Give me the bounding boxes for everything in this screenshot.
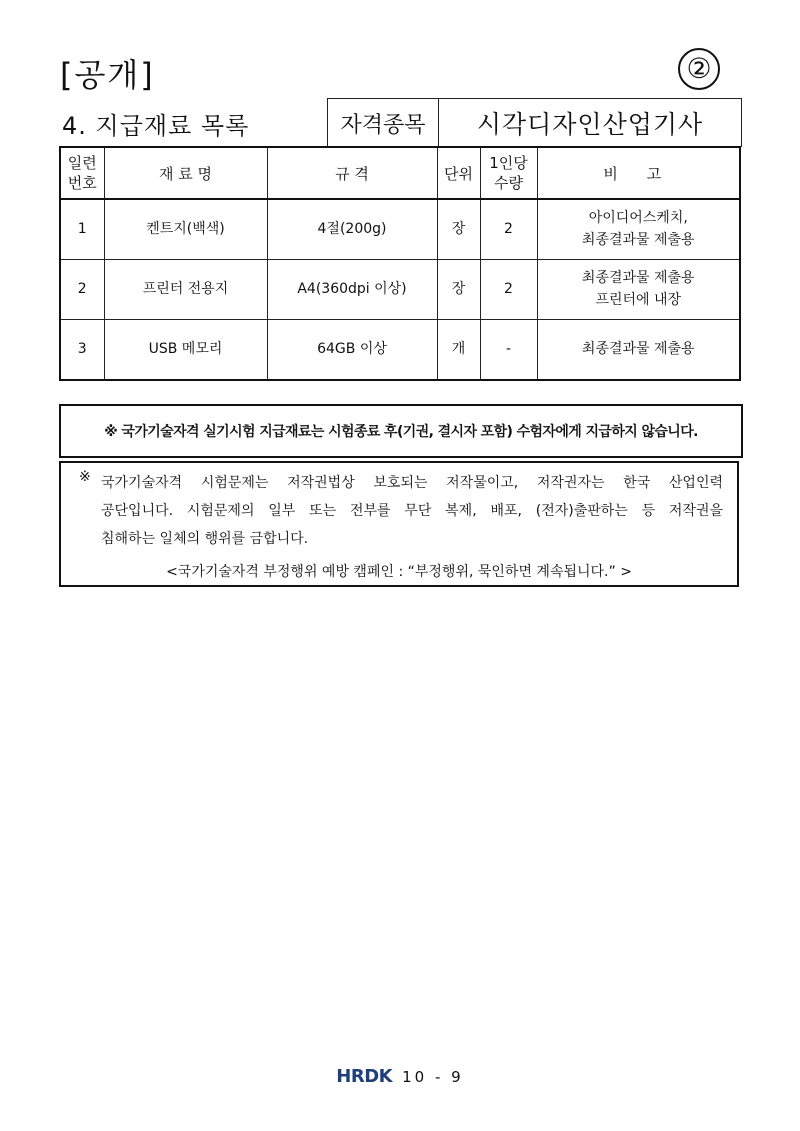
col-header-serial <box>60 147 104 199</box>
remark-line: 프린터에 내장 <box>595 291 682 308</box>
cell-name: USB 메모리 <box>104 320 267 381</box>
notice-box <box>59 404 743 458</box>
copyright-line: 국가기술자격 시험문제는 저작권법상 보호되는 저작물이고, 저작권자는 한국 산업인력 <box>101 475 723 491</box>
qualification-value: 시각디자인산업기사 <box>476 110 704 139</box>
document-label: [공개] <box>60 56 155 94</box>
cell-name: 프린터 전용지 <box>104 260 267 320</box>
cell-spec: 64GB 이상 <box>267 320 437 381</box>
col-header-spec: 규 격 <box>267 147 437 199</box>
qualification-box <box>327 98 742 147</box>
cell-qty: - <box>480 320 537 381</box>
copyright-line: 공단입니다. 시험문제의 일부 또는 전부를 무단 복제, 배포, (전자)출판하는 등 저작권을 <box>101 503 723 519</box>
copyright-line: 침해하는 일체의 행위를 금합니다. <box>101 531 309 547</box>
cell-unit: 개 <box>437 320 480 381</box>
reference-mark-icon: ※ <box>79 469 91 485</box>
col-header-unit: 단위 <box>437 147 480 199</box>
remark-line: 아이디어스케치, <box>588 209 688 226</box>
col-header-serial-line1: 일련 <box>67 153 97 172</box>
cell-remark <box>537 320 740 381</box>
col-header-qty <box>480 147 537 199</box>
notice-text: ※ 국가기술자격 실기시험 지급재료는 시험종료 후(기권, 결시자 포함) 수험자에게 지급하지 않습니다. <box>104 424 698 440</box>
cell-name: 켄트지(백색) <box>104 199 267 260</box>
page-footer <box>0 1066 800 1087</box>
cell-remark <box>537 199 740 260</box>
cell-no: 3 <box>60 320 104 381</box>
col-header-qty-line1: 1인당 <box>489 153 528 172</box>
table-row <box>60 199 740 260</box>
hrdk-logo: HRDK <box>336 1066 393 1087</box>
copyright-box <box>59 461 739 587</box>
campaign-text: <국가기술자격 부정행위 예방 캠페인 : “부정행위, 묵인하면 계속됩니다.” > <box>166 564 632 580</box>
page-marker: ② <box>678 48 720 90</box>
cell-remark <box>537 260 740 320</box>
table-row <box>60 260 740 320</box>
col-header-serial-line2: 번호 <box>67 174 97 192</box>
table-row <box>60 320 740 381</box>
cell-spec: A4(360dpi 이상) <box>267 260 437 320</box>
page-number: 10 - 9 <box>402 1067 464 1086</box>
qualification-label: 자격종목 <box>328 99 439 147</box>
cell-unit: 장 <box>437 260 480 320</box>
cell-qty: 2 <box>480 199 537 260</box>
copyright-text <box>101 469 723 553</box>
col-header-remark-text: 비 고 <box>603 164 674 183</box>
cell-unit: 장 <box>437 199 480 260</box>
table-header-row <box>60 147 740 199</box>
cell-no: 2 <box>60 260 104 320</box>
remark-line: 최종결과물 제출용 <box>581 231 695 248</box>
remark-line: 최종결과물 제출용 <box>581 340 695 357</box>
col-header-qty-line2: 수량 <box>494 174 523 192</box>
cell-qty: 2 <box>480 260 537 320</box>
materials-table <box>59 146 741 381</box>
cell-no: 1 <box>60 199 104 260</box>
section-title: 4. 지급재료 목록 <box>62 112 250 140</box>
cell-spec: 4절(200g) <box>267 199 437 260</box>
col-header-remark <box>537 147 740 199</box>
remark-line: 최종결과물 제출용 <box>581 269 695 286</box>
col-header-name: 재 료 명 <box>104 147 267 199</box>
